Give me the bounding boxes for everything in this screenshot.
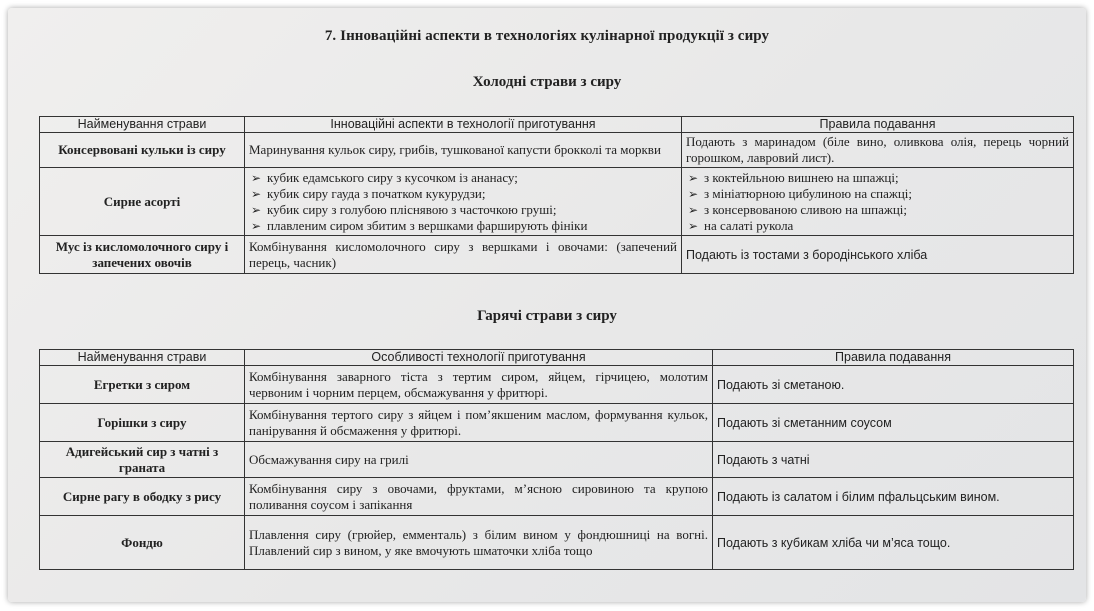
list-item bbox=[249, 202, 677, 218]
dish-technology: Плавлення сиру (грюйер, емменталь) з білим вином у фондюшниці на вогні. Плавлений сир з вином, у яке вмочують шматочки хліба тощо bbox=[245, 516, 713, 570]
table-row bbox=[40, 442, 1074, 478]
dish-name: Фондю bbox=[40, 516, 245, 570]
column-header: Найменування страви bbox=[40, 350, 245, 366]
list-item-text: кубик едамського сиру з кусочком із ананасу; bbox=[267, 169, 518, 185]
list-item bbox=[249, 170, 677, 186]
dish-serving bbox=[682, 168, 1074, 236]
table-row bbox=[40, 168, 1074, 236]
dish-technology: Комбінування заварного тіста з тертим сиром, яйцем, гірчицею, молотим червоним і чорним перцем, обсмажування у фритюрі. bbox=[245, 366, 713, 404]
column-header: Найменування страви bbox=[40, 117, 245, 133]
list-item-text: кубик сиру гауда з початком кукурудзи; bbox=[267, 185, 486, 201]
list-item-text: з консервованою сливою на шпажці; bbox=[704, 201, 908, 217]
dish-technology: Обсмажування сиру на грилі bbox=[245, 442, 713, 478]
list-item-text: плавленим сиром збитим з вершками фарширують фініки bbox=[267, 217, 588, 233]
dish-technology bbox=[245, 168, 682, 236]
dish-technology: Комбінування тертого сиру з яйцем і пом’якшеним маслом, формування кульок, панірування й обсмаження у фритюрі. bbox=[245, 404, 713, 442]
dish-serving: Подають з кубикам хліба чи м’яса тощо. bbox=[713, 516, 1074, 570]
dish-technology: Маринування кульок сиру, грибів, тушкованої капусти брокколі та моркви bbox=[245, 133, 682, 168]
cold-dishes-title: Холодні страви з сиру bbox=[472, 74, 622, 90]
table-header-row bbox=[40, 117, 1074, 133]
dish-name: Горішки з сиру bbox=[40, 404, 245, 442]
dish-technology: Комбінування сиру з овочами, фруктами, м’ясною сировиною та крупою поливання соусом і запікання bbox=[245, 478, 713, 516]
list-item-text: кубик сиру з голубою пліснявою з часточкою груші; bbox=[267, 201, 557, 217]
column-header: Правила подавання bbox=[713, 350, 1074, 366]
technology-list bbox=[249, 170, 677, 234]
list-item-text: на салаті рукола bbox=[704, 217, 794, 233]
column-header: Правила подавання bbox=[682, 117, 1074, 133]
table-row bbox=[40, 133, 1074, 168]
dish-serving: Подають зі сметаною. bbox=[713, 366, 1074, 404]
list-item-text: з коктейльною вишнею на шпажці; bbox=[704, 169, 899, 185]
hot-dishes-title: Гарячі страви з сиру bbox=[477, 308, 617, 324]
dish-name: Сирне рагу в ободку з рису bbox=[40, 478, 245, 516]
dish-name: Мус із кисломолочного сиру і запечених овочів bbox=[40, 236, 245, 274]
dish-serving: Подають із тостами з бородінського хліба bbox=[682, 236, 1074, 274]
arrow-bullet-icon: ➢ bbox=[688, 170, 699, 185]
list-item bbox=[686, 186, 1069, 202]
dish-technology: Комбінування кисломолочного сиру з вершками і овочами: (запечений перець, часник) bbox=[245, 236, 682, 274]
arrow-bullet-icon: ➢ bbox=[688, 202, 699, 217]
cold-dishes-table bbox=[39, 116, 1074, 274]
table-header-row bbox=[40, 350, 1074, 366]
table-row bbox=[40, 236, 1074, 274]
arrow-bullet-icon: ➢ bbox=[251, 170, 262, 185]
arrow-bullet-icon: ➢ bbox=[688, 218, 699, 233]
dish-name: Егретки з сиром bbox=[40, 366, 245, 404]
arrow-bullet-icon: ➢ bbox=[251, 202, 262, 217]
dish-serving: Подають з маринадом (біле вино, оливкова олія, перець чорний горошком, лавровий лист). bbox=[682, 133, 1074, 168]
list-item-text: з мініатюрною цибулиною на спажці; bbox=[704, 185, 912, 201]
hot-dishes-table bbox=[39, 349, 1074, 570]
arrow-bullet-icon: ➢ bbox=[688, 186, 699, 201]
document-page bbox=[8, 8, 1086, 602]
list-item bbox=[249, 218, 677, 234]
serving-list bbox=[686, 170, 1069, 234]
dish-serving: Подають із салатом і білим пфальцським вином. bbox=[713, 478, 1074, 516]
table-row bbox=[40, 516, 1074, 570]
arrow-bullet-icon: ➢ bbox=[251, 218, 262, 233]
list-item bbox=[686, 202, 1069, 218]
dish-name: Сирне асорті bbox=[40, 168, 245, 236]
table-row bbox=[40, 404, 1074, 442]
table-row bbox=[40, 366, 1074, 404]
list-item bbox=[686, 218, 1069, 234]
column-header: Особливості технології приготування bbox=[245, 350, 713, 366]
arrow-bullet-icon: ➢ bbox=[251, 186, 262, 201]
list-item bbox=[686, 170, 1069, 186]
table-row bbox=[40, 478, 1074, 516]
dish-name: Консервовані кульки із сиру bbox=[40, 133, 245, 168]
list-item bbox=[249, 186, 677, 202]
dish-serving: Подають з чатні bbox=[713, 442, 1074, 478]
dish-name: Адигейський сир з чатні з граната bbox=[40, 442, 245, 478]
dish-serving: Подають зі сметанним соусом bbox=[713, 404, 1074, 442]
section-heading: 7. Інноваційні аспекти в технологіях кулінарної продукції з сиру bbox=[324, 28, 770, 44]
column-header: Інноваційні аспекти в технології приготування bbox=[245, 117, 682, 133]
